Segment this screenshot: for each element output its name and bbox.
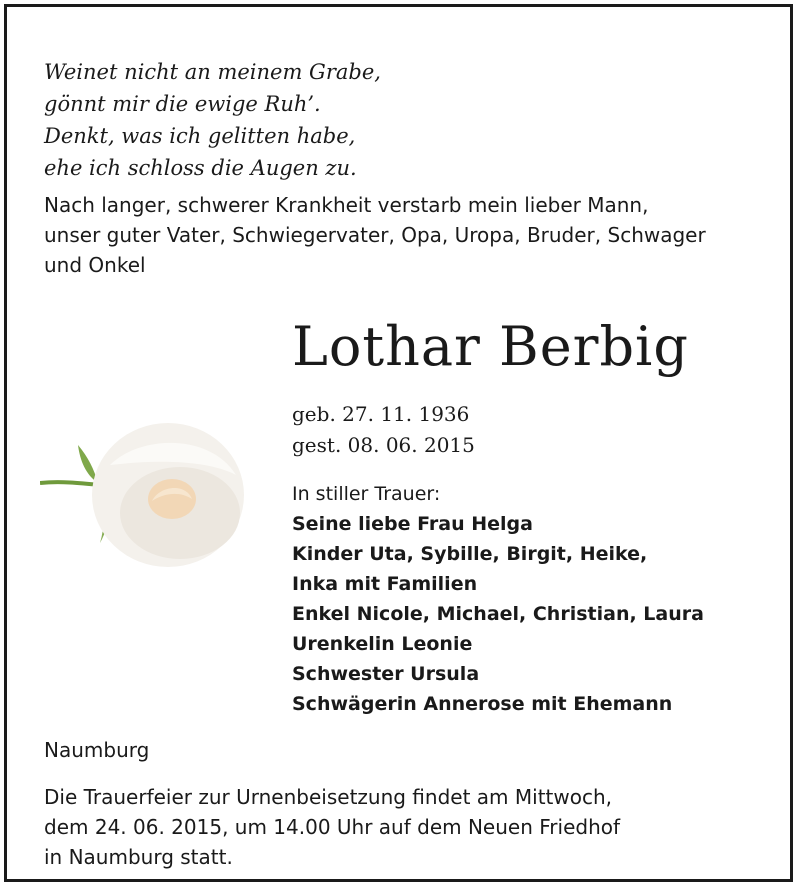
service-line: Die Trauerfeier zur Urnenbeisetzung findet am Mittwoch, — [44, 785, 612, 809]
poem-line: Weinet nicht an meinem Grabe, — [44, 60, 381, 84]
place-name: Naumburg — [44, 738, 150, 762]
intro-line: unser guter Vater, Schwiegervater, Opa, Uropa, Bruder, Schwager — [44, 223, 706, 247]
mourners-lead: In stiller Trauer: — [292, 483, 441, 505]
mourner-line: Enkel Nicole, Michael, Christian, Laura — [292, 603, 704, 625]
mourner-line: Seine liebe Frau Helga — [292, 513, 533, 535]
birth-date: geb. 27. 11. 1936 — [292, 402, 470, 426]
life-dates — [292, 399, 475, 461]
poem-line: Denkt, was ich gelitten habe, — [44, 124, 356, 148]
rose-image — [40, 395, 250, 585]
deceased-name: Lothar Berbig — [292, 315, 689, 378]
mourner-line: Urenkelin Leonie — [292, 633, 473, 655]
poem — [44, 56, 381, 184]
service-info — [44, 782, 620, 872]
intro-line: und Onkel — [44, 253, 146, 277]
intro-text — [44, 190, 764, 280]
rose-stem — [40, 482, 100, 485]
intro-line: Nach langer, schwerer Krankheit verstarb mein lieber Mann, — [44, 193, 649, 217]
death-date: gest. 08. 06. 2015 — [292, 433, 475, 457]
mourner-line: Schwägerin Annerose mit Ehemann — [292, 693, 673, 715]
mourners-list — [292, 479, 704, 719]
mourner-line: Schwester Ursula — [292, 663, 480, 685]
poem-line: gönnt mir die ewige Ruh’. — [44, 92, 321, 116]
mourner-line: Kinder Uta, Sybille, Birgit, Heike, — [292, 543, 648, 565]
mourner-line: Inka mit Familien — [292, 573, 478, 595]
service-line: dem 24. 06. 2015, um 14.00 Uhr auf dem Neuen Friedhof — [44, 815, 621, 839]
poem-line: ehe ich schloss die Augen zu. — [44, 156, 357, 180]
service-line: in Naumburg statt. — [44, 845, 233, 869]
